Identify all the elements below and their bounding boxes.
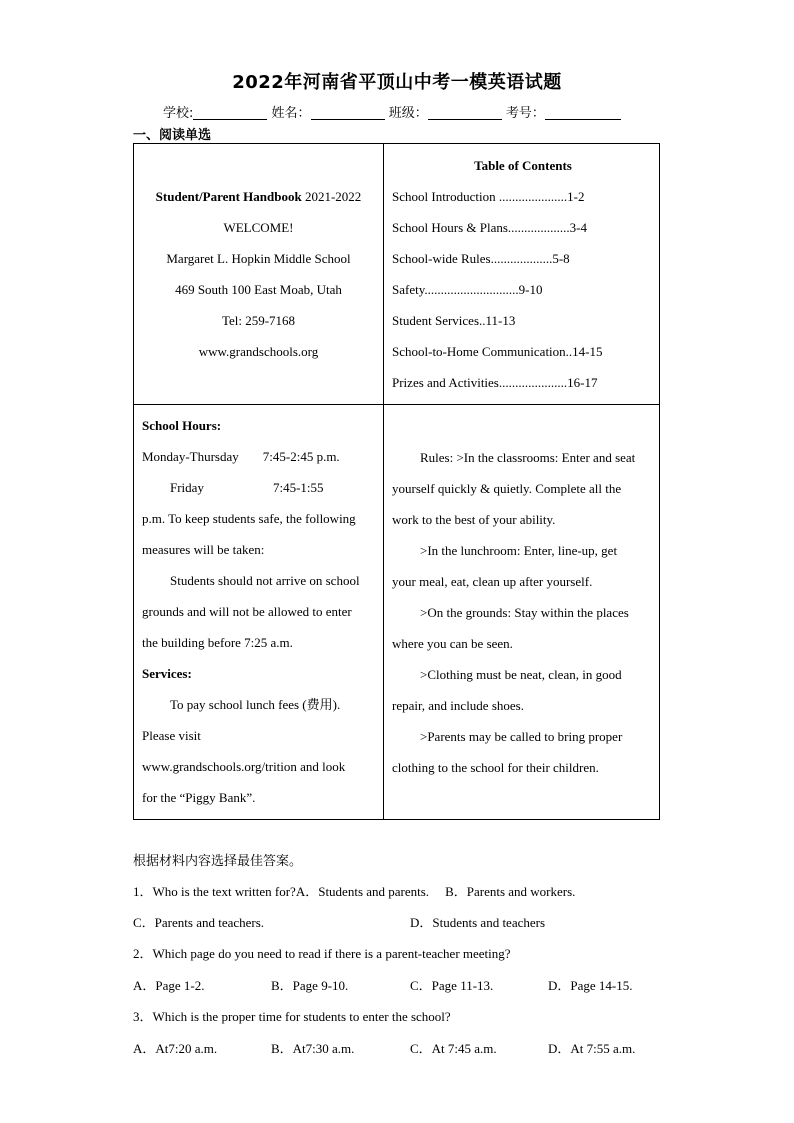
number-blank[interactable]	[545, 105, 621, 120]
friday-label: Friday	[170, 480, 204, 495]
reading-table	[133, 143, 660, 820]
rules-text: >In the lunchroom: Enter, line-up, get	[420, 543, 618, 558]
handbook-tel: Tel: 259-7168	[221, 313, 296, 328]
rules-text: your meal, eat, clean up after yourself.	[392, 574, 593, 589]
question-1-line	[133, 881, 575, 900]
question-1-option-a[interactable]: A．Students and parents.	[295, 884, 430, 899]
instruction: 根据材料内容选择最佳答案。	[133, 854, 303, 869]
name-blank[interactable]	[311, 105, 385, 120]
question-3-option-c[interactable]: C．At 7:45 a.m.	[410, 1041, 497, 1056]
hours-text: the building before 7:25 a.m.	[142, 635, 293, 650]
name-label: 姓名：	[271, 106, 311, 121]
table-divider-horizontal	[134, 404, 659, 405]
rules-text: Rules: >In the classrooms: Enter and seat	[420, 450, 636, 465]
rules-text: clothing to the school for their children.	[392, 760, 599, 775]
toc-item: School Introduction .....................1-2	[392, 189, 585, 204]
table-divider-vertical	[383, 144, 384, 819]
question-1-option-d[interactable]: D．Students and teachers	[410, 915, 546, 930]
question-3-option-a[interactable]: A．At7:20 a.m.	[133, 1041, 218, 1056]
question-2-stem: 2．Which page do you need to read if there is a parent-teacher meeting?	[133, 946, 511, 961]
question-1-option-b[interactable]: B．Parents and workers.	[445, 884, 576, 899]
rules-text: repair, and include shoes.	[392, 698, 524, 713]
hours-weekday-line	[142, 441, 376, 472]
school-blank[interactable]	[193, 105, 267, 120]
services-text: Please visit	[142, 728, 201, 743]
question-1-option-c[interactable]: C．Parents and teachers.	[133, 915, 265, 930]
toc-cell	[392, 150, 654, 398]
hours-text: p.m. To keep students safe, the following	[142, 511, 356, 526]
friday-time: 7:45-1:55	[272, 480, 324, 495]
exam-title: 2022年河南省平顶山中考一模英语试题	[232, 72, 562, 93]
question-2-option-c[interactable]: C．Page 11-13.	[410, 978, 494, 993]
exam-info-line	[163, 102, 621, 121]
rules-text: yourself quickly & quietly. Complete all the	[392, 481, 622, 496]
toc-item: School-wide Rules...................5-8	[392, 251, 570, 266]
toc-item: School Hours & Plans...................3-4	[392, 220, 587, 235]
hours-text: Students should not arrive on school	[170, 573, 360, 588]
services-text: www.grandschools.org/trition and look	[142, 759, 346, 774]
weekday-label: Monday-Thursday	[142, 449, 239, 464]
class-label: 班级：	[388, 106, 428, 121]
toc-item: Student Services..11-13	[392, 313, 516, 328]
section-title: 一、阅读单选	[133, 128, 212, 143]
school-label: 学校:	[163, 106, 194, 121]
class-blank[interactable]	[428, 105, 502, 120]
handbook-title: Student/Parent Handbook	[155, 189, 302, 204]
toc-item: Safety.............................9-10	[392, 282, 543, 297]
handbook-school: Margaret L. Hopkin Middle School	[166, 251, 351, 266]
hours-cell	[142, 410, 376, 813]
question-3-stem: 3．Which is the proper time for students to enter the school?	[133, 1009, 451, 1024]
rules-cell	[392, 442, 652, 783]
hours-text: measures will be taken:	[142, 542, 265, 557]
toc-item: School-to-Home Communication..14-15	[392, 344, 603, 359]
question-1-stem: 1．Who is the text written for?	[133, 884, 296, 899]
services-text: for the “Piggy Bank”.	[142, 790, 256, 805]
toc-title: Table of Contents	[474, 158, 572, 173]
rules-text: where you can be seen.	[392, 636, 513, 651]
rules-text: work to the best of your ability.	[392, 512, 556, 527]
handbook-welcome: WELCOME!	[223, 220, 294, 235]
rules-text: >Clothing must be neat, clean, in good	[420, 667, 622, 682]
question-3-option-d[interactable]: D．At 7:55 a.m.	[548, 1041, 636, 1056]
rules-text: >On the grounds: Stay within the places	[420, 605, 629, 620]
handbook-title-line	[134, 181, 383, 212]
hours-heading: School Hours:	[142, 418, 222, 433]
handbook-cell	[134, 181, 383, 367]
question-2-option-b[interactable]: B．Page 9-10.	[271, 978, 349, 993]
hours-text: grounds and will not be allowed to enter	[142, 604, 352, 619]
hours-friday-line	[142, 472, 376, 503]
handbook-year: 2021-2022	[304, 189, 362, 204]
weekday-time: 7:45-2:45 p.m.	[262, 449, 340, 464]
services-text: To pay school lunch fees (费用).	[170, 697, 341, 712]
question-2-option-a[interactable]: A．Page 1-2.	[133, 978, 205, 993]
toc-item: Prizes and Activities.....................16-17	[392, 375, 598, 390]
handbook-address: 469 South 100 East Moab, Utah	[175, 282, 342, 297]
services-heading: Services:	[142, 666, 192, 681]
question-2-option-d[interactable]: D．Page 14-15.	[548, 978, 633, 993]
rules-text: >Parents may be called to bring proper	[420, 729, 623, 744]
number-label: 考号：	[505, 106, 545, 121]
handbook-website: www.grandschools.org	[198, 344, 319, 359]
question-3-option-b[interactable]: B．At7:30 a.m.	[271, 1041, 355, 1056]
